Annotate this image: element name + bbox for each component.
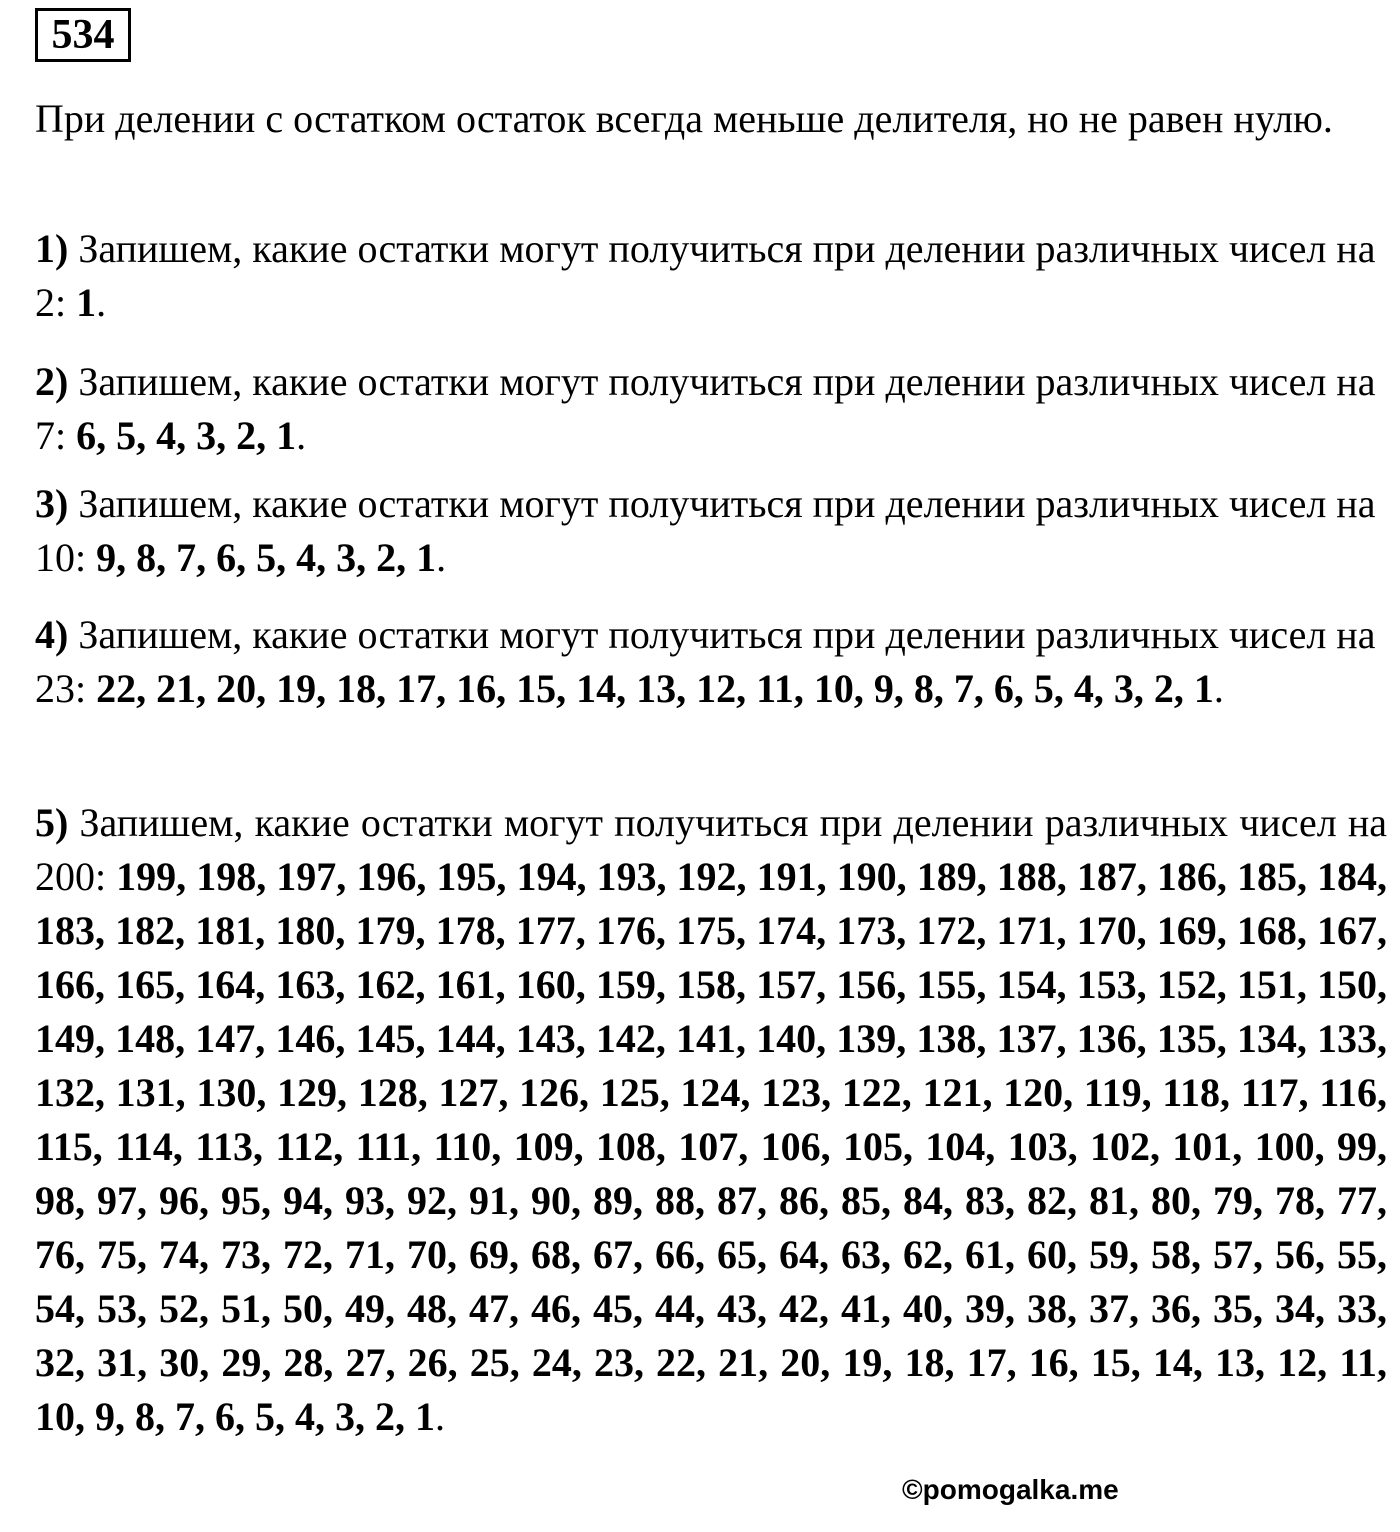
item-5 — [35, 796, 1387, 1444]
watermark: ©pomogalka.me — [902, 1474, 1119, 1505]
item-answer: 6, 5, 4, 3, 2, 1 — [76, 413, 297, 458]
item-text: Запишем, какие остатки могут получиться при делении различных чисел на 2: — [35, 226, 1376, 325]
item-1 — [35, 222, 1387, 330]
item-number: 3) — [35, 481, 69, 526]
item-end: . — [1213, 666, 1224, 711]
intro-text: При делении с остатком остаток всегда меньше делителя, но не равен нулю. — [35, 96, 1333, 141]
item-4 — [35, 608, 1387, 716]
item-2 — [35, 355, 1387, 463]
item-end: . — [296, 413, 307, 458]
item-answer: 9, 8, 7, 6, 5, 4, 3, 2, 1 — [96, 535, 437, 580]
item-text: Запишем, какие остатки могут получиться при делении различных чисел на 200: — [35, 800, 1387, 899]
item-end: . — [96, 280, 107, 325]
problem-number: 534 — [35, 8, 131, 62]
item-answer: 1 — [76, 280, 97, 325]
item-text: Запишем, какие остатки могут получиться при делении различных чисел на 23: — [35, 612, 1376, 711]
item-number: 1) — [35, 226, 69, 271]
item-end: . — [435, 1394, 445, 1439]
item-answer: 199, 198, 197, 196, 195, 194, 193, 192, 191, 190, 189, 188, 187, 186, 185, 184, 183, 182, 181, 180, 179, 178, 177, 176, 175, 174, 173, 172, 171, 170, 169, 168, 167, 166, 165, 164, 163, 162, 161, 160, 159, 158, 157, 156, 155, 154, 153, 152, 151, 150, 149, 148, 147, 146, 145, 144, 143, 142, 141, 140, 139, 138, 137, 136, 135, 134, 133, 132, 131, 130, 129, 128, 127, 126, 125, 124, 123, 122, 121, 120, 119, 118, 117, 116, 115, 114, 113, 112, 111, 110, 109, 108, 107, 106, 105, 104, 103, 102, 101, 100, 99, 98, 97, 96, 95, 94, 93, 92, 91, 90, 89, 88, 87, 86, 85, 84, 83, 82, 81, 80, 79, 78, 77, 76, 75, 74, 73, 72, 71, 70, 69, 68, 67, 66, 65, 64, 63, 62, 61, 60, 59, 58, 57, 56, 55, 54, 53, 52, 51, 50, 49, 48, 47, 46, 45, 44, 43, 42, 41, 40, 39, 38, 37, 36, 35, 34, 33, 32, 31, 30, 29, 28, 27, 26, 25, 24, 23, 22, 21, 20, 19, 18, 17, 16, 15, 14, 13, 12, 11, 10, 9, 8, 7, 6, 5, 4, 3, 2, 1 — [35, 854, 1387, 1439]
item-number: 4) — [35, 612, 69, 657]
item-number: 2) — [35, 359, 69, 404]
item-number: 5) — [35, 800, 69, 845]
item-answer: 22, 21, 20, 19, 18, 17, 16, 15, 14, 13, 12, 11, 10, 9, 8, 7, 6, 5, 4, 3, 2, 1 — [96, 666, 1214, 711]
item-text: Запишем, какие остатки могут получиться при делении различных чисел на 7: — [35, 359, 1376, 458]
item-3 — [35, 477, 1387, 585]
item-end: . — [436, 535, 447, 580]
item-text: Запишем, какие остатки могут получиться при делении различных чисел на 10: — [35, 481, 1376, 580]
